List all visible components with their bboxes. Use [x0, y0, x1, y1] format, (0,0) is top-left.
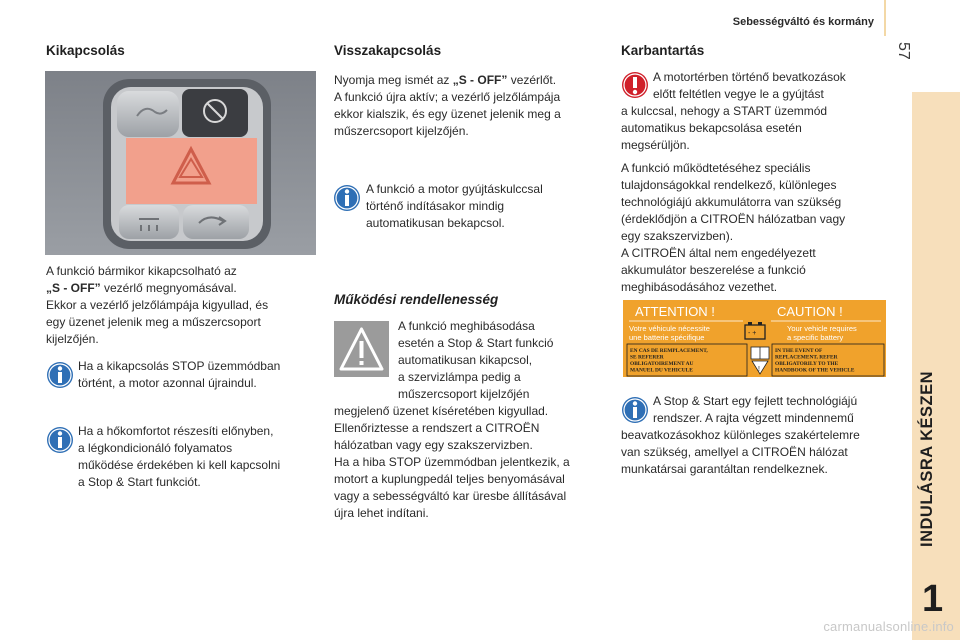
info-note-technology: A Stop & Start egy fejlett technológiájú rendszer. A rajta végzett mindennemű beavatkozásokhoz különleges szakértelemre van szükség, amellyel a CITROËN hálózat munkatársai garantáltan rendelkeznek.	[621, 394, 860, 476]
visszakapcsolas-paragraph: Nyomja meg ismét az „S - OFF” vezérlőt. A funkció újra aktív; a vezérlő jelzőlámpája ekkor kialszik, és egy üzenet jelenik meg a műszercsoport kijelzőjén.	[334, 73, 561, 138]
label-fr-small1: EN CAS DE REMPLACEMENT,	[630, 348, 708, 354]
battery-paragraph: A funkció működtetéséhez speciális tulajdonságokkal rendelkező, különleges technológiájú akkumulátorra van szükség (érdeklődjön a CITROËN hálózatban vagy egy szakszervizben). A CITROËN által nem engedélyezett akkumulátor beszerelése a funkció meghibásodásához vezethet.	[621, 161, 846, 294]
malfunction-paragraph: megjelenő üzenet kíséretében kigyullad. Ellenőriztesse a rendszert a CITROËN hálózatban vagy egy szakszervizben. Ha a hiba STOP üzemmódban jelentkezik, a motort a kuplungpedál teljes benyomásával vagy a sebességváltó kar üresbe állításával újra lehet indítani.	[334, 404, 570, 520]
stop-start-switch-photo	[45, 71, 316, 255]
heading-malfunction: Működési rendellenesség	[334, 292, 499, 307]
label-fr-title: ATTENTION !	[635, 304, 715, 319]
heading-karbantartas: Karbantartás	[621, 43, 705, 58]
battery-caution-label	[621, 298, 888, 379]
info-note-restart: Ha a kikapcsolás STOP üzemmódban történt, a motor azonnal újraindul.	[78, 359, 281, 390]
label-en-title: CAUTION !	[777, 304, 843, 319]
label-en-sub1: Your vehicle requires	[787, 324, 857, 333]
header-divider	[884, 0, 886, 36]
warning-triangle-icon	[334, 321, 389, 377]
info-icon	[46, 426, 74, 454]
svg-text:!: !	[758, 366, 760, 373]
label-fr-sub2: une batterie spécifique	[629, 333, 705, 342]
info-note-auto-on: A funkció a motor gyújtáskulccsal történő indításakor mindig automatikusan bekapcsol.	[366, 182, 543, 230]
chapter-number: 1	[922, 578, 944, 620]
chapter-tab-label: INDULÁSRA KÉSZEN	[918, 370, 936, 547]
maintenance-warning-text: A motortérben történő bevatkozások előtt feltétlen vegye le a gyújtást a kulccsal, nehogy a START üzemmód automatikus bekapcsolása esetén megsérüljön.	[621, 70, 846, 152]
heading-visszakapcsolas: Visszakapcsolás	[334, 43, 442, 58]
label-fr-small3: OBLIGATOIREMENT AU	[630, 361, 694, 367]
info-icon	[333, 184, 361, 212]
info-icon	[46, 361, 74, 389]
label-fr-small2: SE REFERER	[630, 354, 664, 361]
label-en-sub2: a specific battery	[787, 333, 844, 342]
chapter-tab	[912, 92, 960, 640]
label-en-small3: OBLIGATORILY TO THE	[775, 361, 839, 367]
label-en-small2: REPLACEMENT, REFER	[775, 354, 838, 361]
label-en-small4: HANDBOOK OF THE VEHICLE	[775, 367, 855, 374]
malfunction-warning-text: A funkció meghibásodása esetén a Stop & Start funkció automatikusan kikapcsol, a szervizlámpa pedig a műszercsoport kijelzőjén	[398, 319, 554, 401]
watermark: carmanualsonline.info	[823, 619, 954, 634]
kikapcsolas-paragraph: A funkció bármikor kikapcsolható az „S - OFF” vezérlő megnyomásával. Ekkor a vezérlő jelzőlámpája kigyullad, és egy üzenet jelenik meg a műszercsoport kijelzőjén.	[46, 264, 269, 346]
label-fr-sub1: Votre véhicule nécessite	[629, 324, 710, 333]
label-fr-small4: MANUEL DU VEHICULE	[630, 367, 693, 374]
svg-text:- +: - +	[748, 330, 757, 337]
label-en-small1: IN THE EVENT OF	[775, 348, 823, 354]
page-number: 57	[895, 42, 912, 60]
info-note-comfort: Ha a hőkomfortot részesíti előnyben, a légkondicionáló folyamatos működése érdekében ki kell kapcsolni a Stop & Start funkciót.	[78, 424, 281, 489]
section-title: Sebességváltó és kormány	[732, 16, 874, 28]
heading-kikapcsolas: Kikapcsolás	[46, 43, 125, 58]
